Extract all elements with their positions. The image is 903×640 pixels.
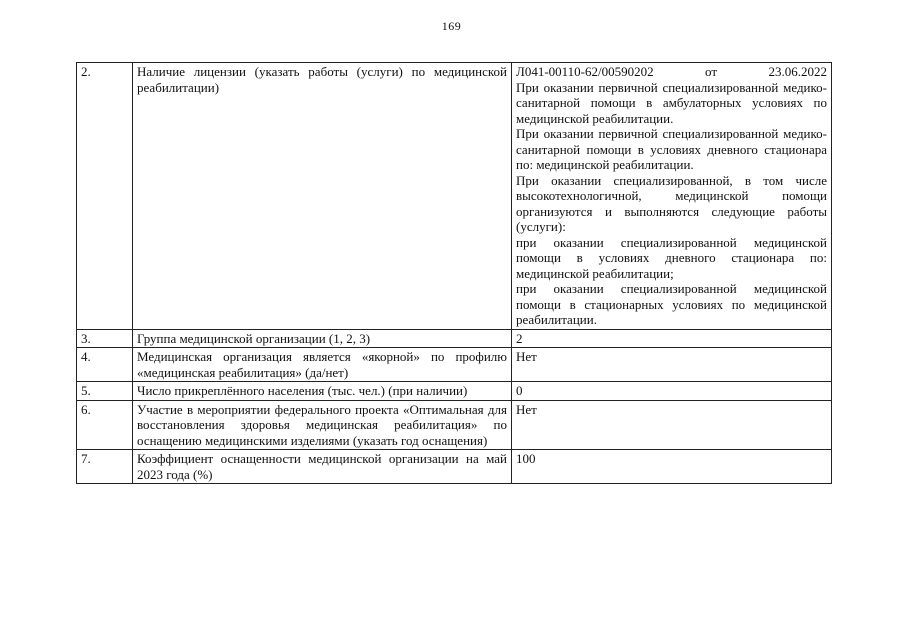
license-paragraph: При оказании первичной специализированной медико-санитарной помощи в амбулаторных условиях по медицинской реабилитации. (516, 79, 827, 126)
row-number: 5. (77, 382, 133, 401)
row-label: Медицинская организация является «якорной» по профилю «медицинская реабилитация» (да/нет) (133, 348, 512, 382)
row-value: Нет (512, 400, 832, 450)
row-value: 0 (512, 382, 832, 401)
row-number: 7. (77, 450, 133, 484)
row-value: 100 (512, 450, 832, 484)
row-number: 2. (77, 63, 133, 330)
rehabilitation-table (76, 62, 832, 484)
license-number: Л041-00110-62/00590202 от 23.06.2022 (516, 64, 827, 79)
license-paragraph: При оказании первичной специализированной медико-санитарной помощи в условиях дневного стационара по: медицинской реабилитации. (516, 126, 827, 172)
table-row (77, 400, 832, 450)
row-value (512, 63, 832, 330)
table-row (77, 348, 832, 382)
license-paragraph: при оказании специализированной медицинской помощи в условиях дневного стационара по: медицинской реабилитации; (516, 234, 827, 281)
row-number: 3. (77, 329, 133, 348)
row-number: 4. (77, 348, 133, 382)
table-row (77, 450, 832, 484)
page-number: 169 (441, 19, 462, 33)
table-row (77, 63, 832, 330)
row-label: Наличие лицензии (указать работы (услуги) по медицинской реабилитации) (133, 63, 512, 330)
row-label: Группа медицинской организации (1, 2, 3) (133, 329, 512, 348)
row-label: Коэффициент оснащенности медицинской организации на май 2023 года (%) (133, 450, 512, 484)
license-paragraph: При оказании специализированной, в том числе высокотехнологичной, медицинской помощи организуются и выполняются следующие работы (услуги): (516, 172, 827, 234)
row-label: Число прикреплённого населения (тыс. чел.) (при наличии) (133, 382, 512, 401)
row-value: 2 (512, 329, 832, 348)
row-label: Участие в мероприятии федерального проекта «Оптимальная для восстановления здоровья медицинская реабилитация» по оснащению медицинскими изделиями (указать год оснащения) (133, 400, 512, 450)
row-value: Нет (512, 348, 832, 382)
license-paragraph: при оказании специализированной медицинской помощи в стационарных условиях по медицинской реабилитации. (516, 281, 827, 327)
table-row (77, 329, 832, 348)
table-row (77, 382, 832, 401)
row-number: 6. (77, 400, 133, 450)
